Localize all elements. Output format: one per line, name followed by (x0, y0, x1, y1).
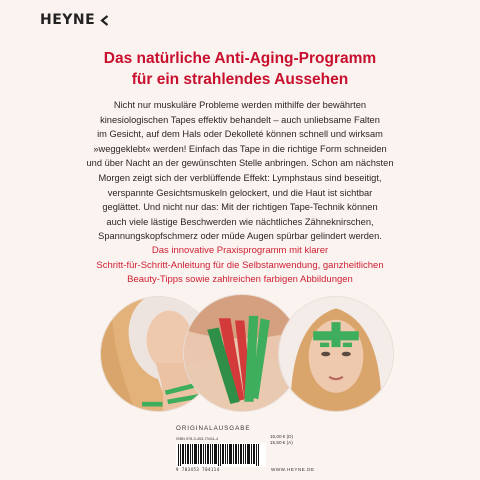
photo-forehead-tape (278, 296, 394, 412)
promo-line: Beauty-Tipps sowie zahlreichen farbigen Abbildungen (127, 274, 353, 286)
promo-line: Schritt-für-Schritt-Anleitung für die Selbstanwendung, ganzheitlichen (96, 259, 384, 271)
publisher-name: HEYNE (40, 12, 96, 28)
body-line: Spannungskopfschmerz oder müde Augen spürbar gelindert werden. (98, 231, 382, 242)
price-block (270, 434, 293, 446)
promo-line: Das innovative Praxisprogramm mit klarer (151, 245, 329, 256)
barcode-digits: 9 783453 704114 (176, 467, 220, 472)
price-germany: 15,00 € (D) (270, 434, 293, 439)
headline-line: Das natürliche Anti-Aging-Programm (103, 50, 377, 67)
isbn-text: ISBN 978-3-453-70411-4 (176, 437, 219, 441)
headline-line: für ein strahlendes Aussehen (131, 71, 349, 88)
chevron-left-icon (100, 15, 109, 26)
body-line: im Gesicht, auf dem Hals oder Dekolleté können schnell und wirksam (97, 129, 383, 140)
body-line: Nicht nur muskuläre Probleme werden mithilfe der bewährten (113, 100, 367, 110)
price-austria: 15,50 € (A) (270, 440, 293, 445)
body-line: »weggeklebt« werden! Einfach das Tape in die richtige Form schneiden (93, 143, 387, 154)
body-line: auch viele lästige Beschwerden wie nächtliches Zähneknirschen, (106, 216, 374, 227)
edition-label: ORIGINALAUSGABE (176, 425, 251, 432)
body-line: und über Nacht an der gewünschten Stelle anbringen. Schon am nächsten (86, 158, 394, 169)
website-link[interactable]: WWW.HEYNE.DE (271, 467, 315, 472)
publisher-logo (40, 12, 109, 28)
body-line: verspannte Gesichtsmuskeln gelockert, und die Haut ist sichtbar (107, 187, 373, 198)
headline (40, 48, 440, 90)
description-text (40, 98, 440, 244)
body-line: Morgen zeigt sich der verblüffende Effekt: Lymphstaus sind beseitigt, (98, 172, 382, 183)
body-line: kinesiologischen Tapes effektiv behandelt – auch unliebsame Falten (100, 114, 380, 125)
promo-text (40, 244, 440, 288)
barcode (176, 443, 266, 467)
body-line: geglättet. Und nicht nur das: Mit der richtigen Tape-Technik können (102, 202, 378, 213)
